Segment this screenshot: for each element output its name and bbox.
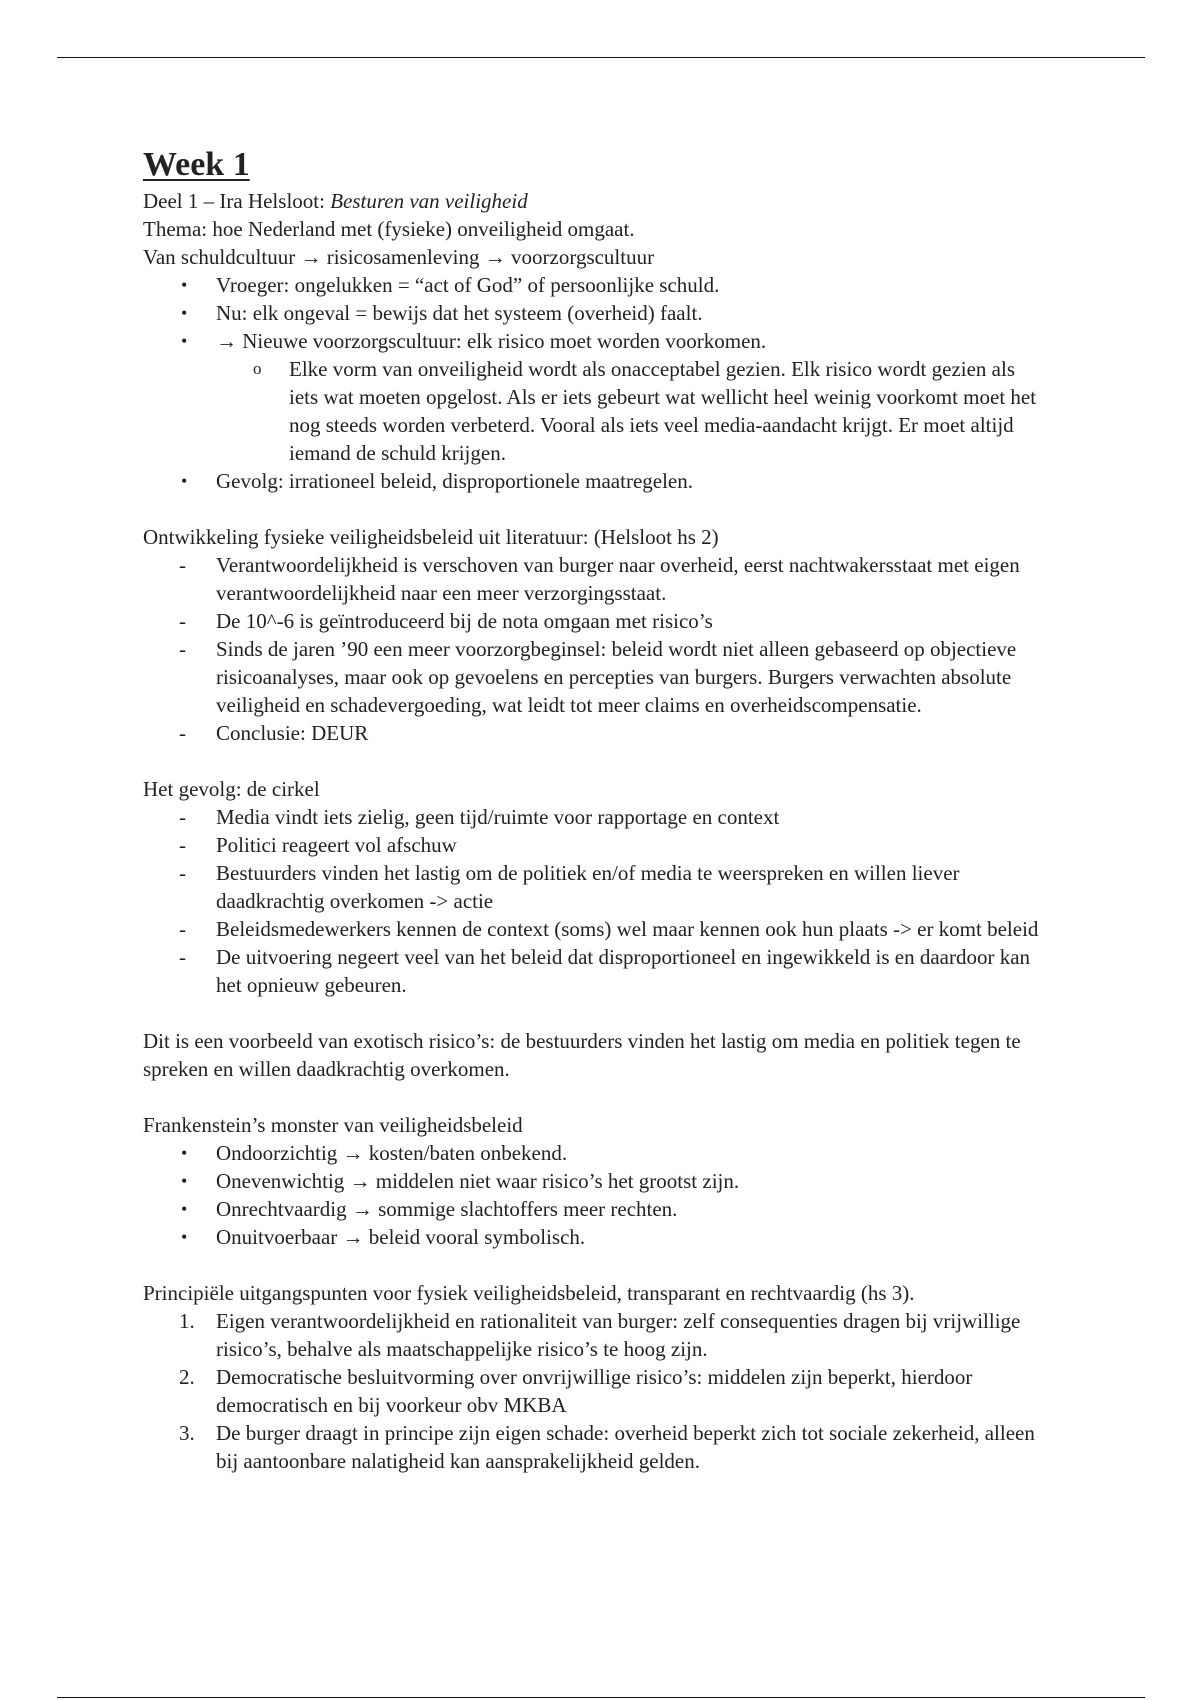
list-item: • → Nieuwe voorzorgscultuur: elk risico moet worden voorkomen. [181, 329, 767, 353]
section-heading: Frankenstein’s monster van veiligheidsbeleid [143, 1113, 523, 1137]
bullet-marker: • [181, 331, 188, 351]
list-item: • Onevenwichtig → middelen niet waar risico’s het grootst zijn. [181, 1169, 740, 1193]
deel-prefix: Deel 1 – Ira Helsloot: [143, 189, 331, 213]
sub-bullet-marker: o [253, 359, 262, 378]
list-item: 1. Eigen verantwoordelijkheid en rationaliteit van burger: zelf consequenties dragen bij vrijwillige risico’s, behalve als maatschappelijke risico’s te hoog zijn. [179, 1309, 1021, 1361]
book-title: Besturen van veiligheid [330, 189, 528, 213]
section-heading: Het gevolg: de cirkel [143, 777, 320, 801]
number-marker: 3. [179, 1421, 195, 1445]
sub-list [143, 355, 1043, 467]
dash-marker: - [179, 945, 186, 969]
dash-list-2 [143, 551, 1043, 747]
dash-marker: - [179, 637, 186, 661]
number-marker: 1. [179, 1309, 195, 1333]
list-item: - Verantwoordelijkheid is verschoven van burger naar overheid, eerst nachtwakersstaat met eigen verantwoordelijkheid naar een meer verzorgingsstaat. [179, 553, 1020, 605]
bullet-marker: • [181, 1227, 188, 1247]
dash-marker: - [179, 609, 186, 633]
dash-list-3 [143, 803, 1043, 999]
dash-marker: - [179, 805, 186, 829]
list-item: • Onuitvoerbaar → beleid vooral symbolisch. [181, 1225, 586, 1249]
list-item: • Ondoorzichtig → kosten/baten onbekend. [181, 1141, 568, 1165]
page-title: Week 1 [143, 146, 250, 183]
bullet-marker: • [181, 275, 188, 295]
list-item: • Onrechtvaardig → sommige slachtoffers meer rechten. [181, 1197, 678, 1221]
section-heading: Principiële uitgangspunten voor fysiek veiligheidsbeleid, transparant en rechtvaardig (hs 3). [143, 1281, 915, 1305]
list-item: - Politici reageert vol afschuw [179, 833, 457, 857]
list-item: - Conclusie: DEUR [179, 721, 369, 745]
section-heading: Ontwikkeling fysieke veiligheidsbeleid uit literatuur: (Helsloot hs 2) [143, 525, 719, 549]
bullet-marker: • [181, 1171, 188, 1191]
header-rule [57, 57, 1145, 58]
dash-marker: - [179, 833, 186, 857]
bullet-list-1-end [143, 467, 1043, 495]
footer-rule [57, 1697, 1145, 1698]
dash-marker: - [179, 917, 186, 941]
list-item: • Vroeger: ongelukken = “act of God” of persoonlijke schuld. [181, 273, 720, 297]
bullet-marker: • [181, 1143, 188, 1163]
document-body [143, 143, 1043, 1475]
bullet-list-1 [143, 271, 1043, 355]
bullet-marker: • [181, 1199, 188, 1219]
sub-list-item: o Elke vorm van onveiligheid wordt als onacceptabel gezien. Elk risico wordt gezien als iets wat moeten opgelost. Als er iets gebeurt wat wellicht heel weinig voorkomt moet het nog steeds worden verbeterd. Vooral als iets veel media-aandacht krijgt. Er moet altijd iemand de schuld krijgen. [253, 357, 1037, 465]
van-line: Van schuldcultuur → risicosamenleving → voorzorgscultuur [143, 245, 655, 269]
list-item: • Nu: elk ongeval = bewijs dat het systeem (overheid) faalt. [181, 301, 703, 325]
dash-marker: - [179, 553, 186, 577]
list-item: - Beleidsmedewerkers kennen de context (soms) wel maar kennen ook hun plaats -> er komt beleid [179, 917, 1039, 941]
list-item: - Sinds de jaren ’90 een meer voorzorgbeginsel: beleid wordt niet alleen gebaseerd op objectieve risicoanalyses, maar ook op gevoelens en percepties van burgers. Burgers verwachten absolute veiligheid en schadevergoeding, wat leidt tot meer claims en overheidscompensatie. [179, 637, 1017, 717]
number-marker: 2. [179, 1365, 195, 1389]
dash-marker: - [179, 861, 186, 885]
bullet-marker: • [181, 303, 188, 323]
deel-line [143, 187, 1043, 215]
paragraph: Dit is een voorbeeld van exotisch risico’s: de bestuurders vinden het lastig om media en politiek tegen te spreken en willen daadkrachtig overkomen. [143, 1029, 1021, 1081]
bullet-list-4 [143, 1139, 1043, 1251]
list-item: • Gevolg: irrationeel beleid, disproportionele maatregelen. [181, 469, 693, 493]
list-item: 3. De burger draagt in principe zijn eigen schade: overheid beperkt zich tot sociale zekerheid, alleen bij aantoonbare nalatigheid kan aansprakelijkheid gelden. [179, 1421, 1035, 1473]
dash-marker: - [179, 721, 186, 745]
bullet-marker: • [181, 471, 188, 491]
thema-line: Thema: hoe Nederland met (fysieke) onveiligheid omgaat. [143, 217, 635, 241]
list-item: 2. Democratische besluitvorming over onvrijwillige risico’s: middelen zijn beperkt, hierdoor democratisch en bij voorkeur obv MKBA [179, 1365, 973, 1417]
list-item: - Media vindt iets zielig, geen tijd/ruimte voor rapportage en context [179, 805, 780, 829]
list-item: - De uitvoering negeert veel van het beleid dat disproportioneel en ingewikkeld is en daardoor kan het opnieuw gebeuren. [179, 945, 1031, 997]
numbered-list [143, 1307, 1043, 1475]
list-item: - De 10^-6 is geïntroduceerd bij de nota omgaan met risico’s [179, 609, 713, 633]
list-item: - Bestuurders vinden het lastig om de politiek en/of media te weerspreken en willen liever daadkrachtig overkomen -> actie [179, 861, 960, 913]
